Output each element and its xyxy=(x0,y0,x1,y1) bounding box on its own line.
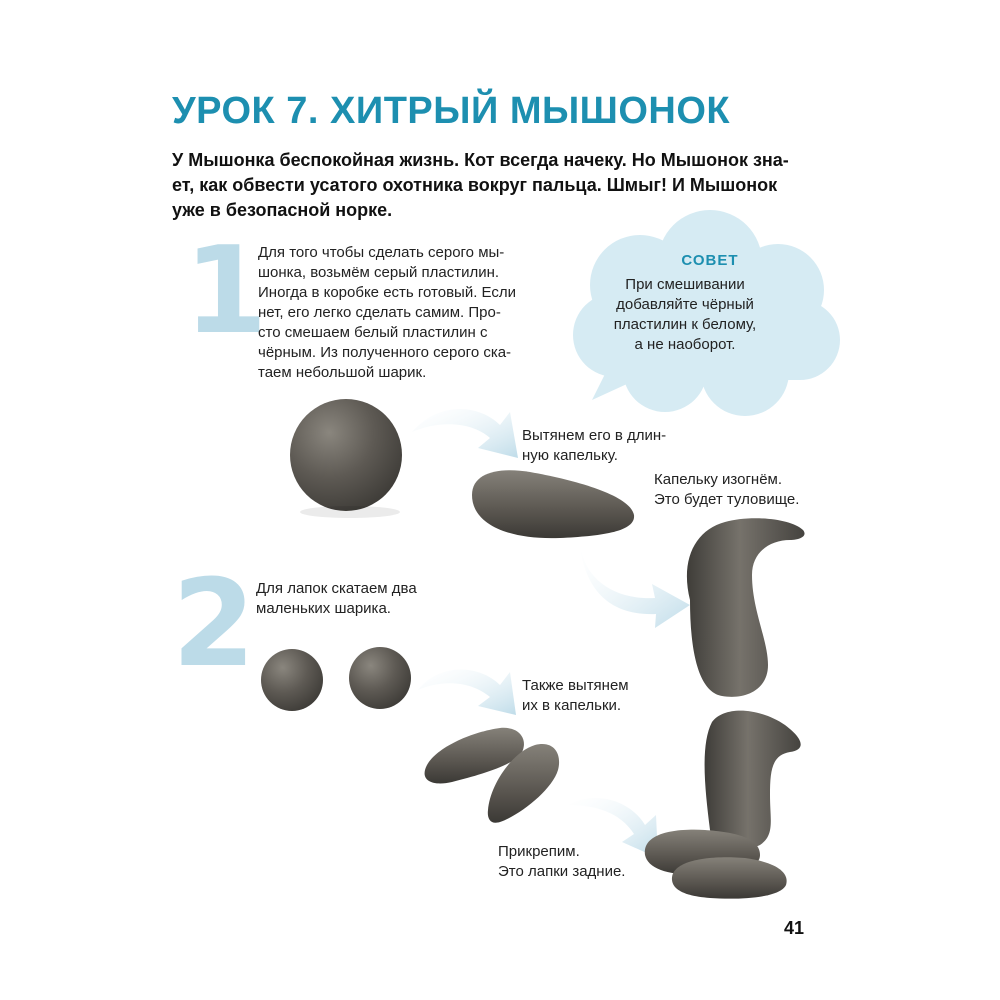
caption-attach xyxy=(498,842,625,882)
clay-leg xyxy=(672,857,787,898)
caption-bend xyxy=(654,470,799,510)
page-title: УРОК 7. ХИТРЫЙ МЫШОНОК xyxy=(172,90,731,132)
caption-line: Это будет туловище. xyxy=(654,491,800,508)
tip-text xyxy=(590,275,780,355)
tip-line: добавляйте чёрный xyxy=(616,296,754,313)
clay-drop xyxy=(472,470,634,538)
arrow-icon xyxy=(418,669,516,715)
arrow-icon xyxy=(412,409,518,458)
clay-body-seated xyxy=(705,711,801,850)
intro-line: ет, как обвести усатого охотника вокруг пальца. Шмыг! И Мышонок xyxy=(172,175,778,195)
arrow-icon xyxy=(580,545,690,628)
caption-line: Прикрепим. xyxy=(498,843,580,860)
caption-drops xyxy=(522,676,629,716)
intro-line: уже в безопасной норке. xyxy=(172,200,393,220)
caption-line: Вытянем его в длин- xyxy=(522,427,667,444)
page-number: 41 xyxy=(783,918,804,938)
intro-line: У Мышонка беспокойная жизнь. Кот всегда начеку. Но Мышонок зна- xyxy=(172,150,789,170)
step1-line: шонка, возьмём серый пластилин. xyxy=(258,264,500,281)
step2-text xyxy=(256,579,417,619)
step1-text xyxy=(258,243,516,383)
clay-ball-small xyxy=(349,647,411,709)
step1-line: таем небольшой шарик. xyxy=(258,364,427,381)
step-number-1: 1 xyxy=(184,222,268,361)
step2-line: маленьких шарика. xyxy=(256,600,391,617)
step1-line: Иногда в коробке есть готовый. Если xyxy=(258,284,517,301)
step1-line: чёрным. Из полученного серого ска- xyxy=(258,344,512,361)
step-number-2: 2 xyxy=(172,555,256,694)
caption-line: их в капельки. xyxy=(522,697,622,714)
tip-line: При смешивании xyxy=(625,276,745,293)
step1-line: нет, его легко сделать самим. Про- xyxy=(258,304,501,321)
clay-ball-large xyxy=(290,399,402,511)
step1-line: сто смешаем белый пластилин с xyxy=(258,324,488,341)
tip-title: СОВЕТ xyxy=(681,252,739,269)
step2-line: Для лапок скатаем два xyxy=(256,580,417,597)
clay-ball-small xyxy=(261,649,323,711)
caption-line: Это лапки задние. xyxy=(498,863,626,880)
caption-drop xyxy=(522,426,666,466)
clay-body-bent xyxy=(687,518,805,697)
step1-line: Для того чтобы сделать серого мы- xyxy=(258,244,505,261)
tip-line: пластилин к белому, xyxy=(613,316,757,333)
tip-line: а не наоборот. xyxy=(634,336,736,353)
intro-paragraph xyxy=(172,148,812,223)
caption-line: Также вытянем xyxy=(522,677,629,694)
caption-line: Капельку изогнём. xyxy=(654,471,783,488)
caption-line: ную капельку. xyxy=(522,447,618,464)
shadow xyxy=(300,506,400,518)
